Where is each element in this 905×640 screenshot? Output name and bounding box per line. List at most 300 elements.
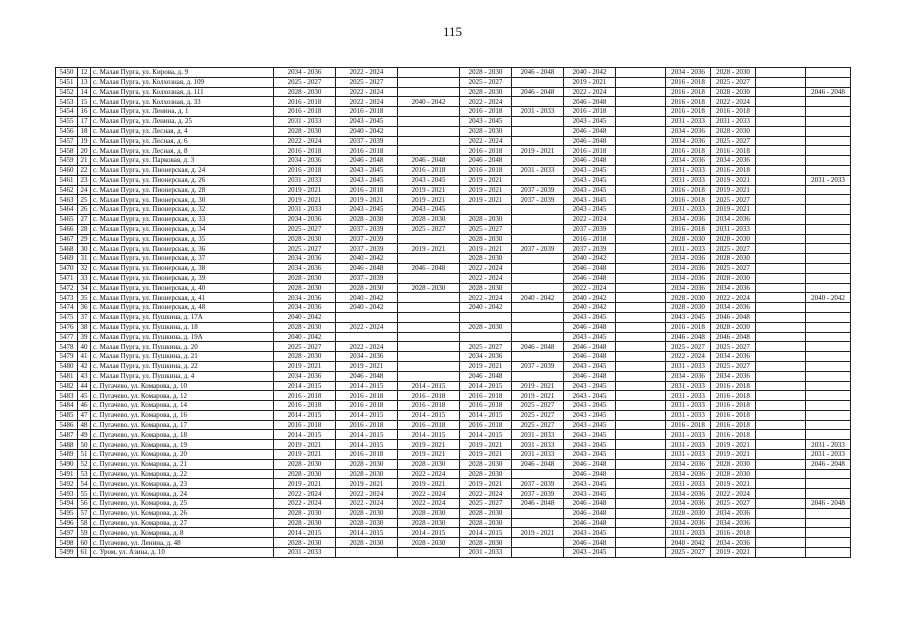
table-row (56, 401, 851, 411)
period-cell (512, 224, 564, 234)
address-cell: с. Пугачево, ул. Комарова, д. 23 (91, 479, 274, 489)
period-cell: 2016 - 2018 (336, 420, 398, 430)
item-number-cell: 46 (78, 401, 91, 411)
period-cell (806, 156, 851, 166)
row-number-cell: 5460 (56, 165, 78, 175)
period-cell (398, 273, 460, 283)
item-number-cell: 41 (78, 352, 91, 362)
item-number-cell: 53 (78, 469, 91, 479)
table-row (56, 136, 851, 146)
period-cell: 2031 - 2033 (274, 205, 336, 215)
row-number-cell: 5498 (56, 538, 78, 548)
address-cell: с. Малая Пурга, ул. Пионерская, д. 33 (91, 214, 274, 224)
period-cell: 2016 - 2018 (336, 107, 398, 117)
empty-cell (756, 156, 806, 166)
period-cell: 2031 - 2033 (666, 528, 711, 538)
period-cell (398, 116, 460, 126)
period-cell (398, 322, 460, 332)
period-cell: 2043 - 2045 (564, 361, 616, 371)
period-cell: 2031 - 2033 (274, 175, 336, 185)
period-cell (806, 68, 851, 78)
period-cell: 2043 - 2045 (564, 410, 616, 420)
period-cell: 2046 - 2048 (564, 126, 616, 136)
period-cell: 2031 - 2033 (666, 361, 711, 371)
empty-cell (616, 401, 666, 411)
empty-cell (616, 214, 666, 224)
table-row (56, 410, 851, 420)
period-cell: 2016 - 2018 (666, 107, 711, 117)
period-cell: 2028 - 2030 (460, 459, 512, 469)
period-cell (806, 283, 851, 293)
period-cell: 2034 - 2036 (274, 68, 336, 78)
period-cell (806, 234, 851, 244)
period-cell: 2016 - 2018 (666, 77, 711, 87)
period-cell: 2031 - 2033 (512, 107, 564, 117)
empty-cell (616, 538, 666, 548)
period-cell: 2028 - 2030 (274, 126, 336, 136)
table-row (56, 283, 851, 293)
period-cell: 2028 - 2030 (274, 469, 336, 479)
period-cell: 2019 - 2021 (460, 195, 512, 205)
empty-cell (756, 342, 806, 352)
table-row (56, 420, 851, 430)
period-cell: 2022 - 2024 (336, 342, 398, 352)
row-number-cell: 5458 (56, 146, 78, 156)
period-cell (806, 77, 851, 87)
period-cell: 2043 - 2045 (564, 312, 616, 322)
period-cell: 2034 - 2036 (274, 303, 336, 313)
period-cell (806, 430, 851, 440)
empty-cell (756, 68, 806, 78)
address-cell: с. Пугачево, ул. Комарова, д. 25 (91, 499, 274, 509)
period-cell: 2014 - 2015 (460, 381, 512, 391)
period-cell (398, 136, 460, 146)
period-cell: 2031 - 2033 (274, 548, 336, 558)
period-cell: 2016 - 2018 (711, 146, 756, 156)
period-cell: 2031 - 2033 (274, 116, 336, 126)
item-number-cell: 39 (78, 332, 91, 342)
item-number-cell: 25 (78, 195, 91, 205)
period-cell (806, 538, 851, 548)
item-number-cell: 15 (78, 97, 91, 107)
item-number-cell: 60 (78, 538, 91, 548)
period-cell: 2046 - 2048 (512, 68, 564, 78)
period-cell: 2034 - 2036 (711, 283, 756, 293)
period-cell: 2031 - 2033 (666, 440, 711, 450)
period-cell: 2028 - 2030 (398, 459, 460, 469)
period-cell (806, 391, 851, 401)
row-number-cell: 5450 (56, 68, 78, 78)
empty-cell (616, 469, 666, 479)
period-cell (398, 303, 460, 313)
period-cell: 2014 - 2015 (398, 381, 460, 391)
period-cell (512, 508, 564, 518)
period-cell (806, 518, 851, 528)
period-cell: 2016 - 2018 (398, 401, 460, 411)
period-cell: 2028 - 2030 (398, 214, 460, 224)
empty-cell (616, 185, 666, 195)
empty-cell (616, 352, 666, 362)
period-cell: 2031 - 2033 (666, 450, 711, 460)
address-cell: с. Пугачево, ул. Комарова, д. 26 (91, 508, 274, 518)
row-number-cell: 5477 (56, 332, 78, 342)
period-cell: 2046 - 2048 (512, 459, 564, 469)
empty-cell (616, 440, 666, 450)
table-row (56, 146, 851, 156)
period-cell (512, 312, 564, 322)
address-cell: с. Пугачево, ул. Комарова, д. 8 (91, 528, 274, 538)
period-cell: 2043 - 2045 (398, 175, 460, 185)
period-cell: 2034 - 2036 (711, 156, 756, 166)
period-cell: 2014 - 2015 (336, 381, 398, 391)
period-cell: 2034 - 2036 (274, 156, 336, 166)
period-cell (512, 136, 564, 146)
item-number-cell: 49 (78, 430, 91, 440)
period-cell: 2022 - 2024 (711, 293, 756, 303)
period-cell: 2031 - 2033 (512, 165, 564, 175)
empty-cell (616, 518, 666, 528)
period-cell: 2014 - 2015 (336, 440, 398, 450)
address-cell: с. Малая Пурга, ул. Пионерская, д. 32 (91, 205, 274, 215)
empty-cell (756, 107, 806, 117)
table-row (56, 263, 851, 273)
period-cell (336, 332, 398, 342)
table-row (56, 303, 851, 313)
period-cell: 2028 - 2030 (336, 508, 398, 518)
empty-cell (756, 381, 806, 391)
table-row (56, 371, 851, 381)
period-cell (512, 548, 564, 558)
period-cell (336, 548, 398, 558)
row-number-cell: 5459 (56, 156, 78, 166)
address-cell: с. Пугачево, ул. Комарова, д. 21 (91, 459, 274, 469)
period-cell: 2040 - 2042 (460, 303, 512, 313)
period-cell (512, 175, 564, 185)
period-cell (806, 146, 851, 156)
period-cell (806, 273, 851, 283)
period-cell (806, 214, 851, 224)
empty-cell (616, 136, 666, 146)
row-number-cell: 5466 (56, 224, 78, 234)
empty-cell (756, 263, 806, 273)
empty-cell (616, 254, 666, 264)
period-cell: 2016 - 2018 (666, 224, 711, 234)
period-cell: 2016 - 2018 (666, 195, 711, 205)
period-cell: 2022 - 2024 (336, 97, 398, 107)
address-cell: с. Пугачево, ул. Комарова, д. 12 (91, 391, 274, 401)
table-row (56, 391, 851, 401)
item-number-cell: 54 (78, 479, 91, 489)
address-cell: с. Малая Пурга, ул. Ленина, д. 25 (91, 116, 274, 126)
table-row (56, 430, 851, 440)
period-cell: 2019 - 2021 (512, 528, 564, 538)
period-cell: 2025 - 2027 (711, 136, 756, 146)
period-cell: 2031 - 2033 (666, 175, 711, 185)
period-cell: 2022 - 2024 (460, 97, 512, 107)
period-cell (806, 410, 851, 420)
period-cell: 2040 - 2042 (564, 303, 616, 313)
period-cell: 2019 - 2021 (274, 185, 336, 195)
address-cell: с. Малая Пурга, ул. Пионерская, д. 30 (91, 195, 274, 205)
row-number-cell: 5494 (56, 499, 78, 509)
period-cell: 2031 - 2033 (806, 450, 851, 460)
empty-cell (756, 391, 806, 401)
period-cell: 2034 - 2036 (274, 263, 336, 273)
period-cell (398, 126, 460, 136)
period-cell (460, 205, 512, 215)
address-cell: с. Пугачево, ул. Комарова, д. 14 (91, 401, 274, 411)
empty-cell (616, 312, 666, 322)
period-cell: 2016 - 2018 (274, 420, 336, 430)
address-cell: с. Малая Пурга, ул. Колхозная, д. 109 (91, 77, 274, 87)
period-cell: 2019 - 2021 (711, 205, 756, 215)
period-cell: 2043 - 2045 (336, 116, 398, 126)
empty-cell (616, 479, 666, 489)
period-cell: 2046 - 2048 (512, 499, 564, 509)
row-number-cell: 5495 (56, 508, 78, 518)
empty-cell (756, 499, 806, 509)
period-cell: 2016 - 2018 (711, 391, 756, 401)
period-cell: 2043 - 2045 (564, 381, 616, 391)
period-cell: 2028 - 2030 (398, 508, 460, 518)
empty-cell (756, 361, 806, 371)
period-cell: 2019 - 2021 (711, 440, 756, 450)
period-cell (398, 342, 460, 352)
period-cell: 2034 - 2036 (460, 352, 512, 362)
period-cell: 2025 - 2027 (460, 224, 512, 234)
period-cell: 2028 - 2030 (274, 518, 336, 528)
period-cell: 2028 - 2030 (666, 234, 711, 244)
period-cell: 2016 - 2018 (564, 234, 616, 244)
period-cell: 2016 - 2018 (274, 146, 336, 156)
period-cell: 2022 - 2024 (460, 489, 512, 499)
empty-cell (616, 508, 666, 518)
empty-cell (756, 185, 806, 195)
empty-cell (756, 322, 806, 332)
period-cell: 2034 - 2036 (711, 538, 756, 548)
period-cell: 2019 - 2021 (460, 479, 512, 489)
period-cell: 2043 - 2045 (666, 312, 711, 322)
item-number-cell: 37 (78, 312, 91, 322)
period-cell: 2040 - 2042 (564, 254, 616, 264)
address-cell: с. Малая Пурга, ул. Лесная, д. 8 (91, 146, 274, 156)
period-cell: 2046 - 2048 (711, 312, 756, 322)
period-cell: 2014 - 2015 (398, 528, 460, 538)
period-cell: 2016 - 2018 (711, 165, 756, 175)
period-cell: 2031 - 2033 (666, 205, 711, 215)
period-cell (806, 489, 851, 499)
item-number-cell: 61 (78, 548, 91, 558)
empty-cell (616, 77, 666, 87)
address-cell: с. Малая Пурга, ул. Колхозная, д. 111 (91, 87, 274, 97)
period-cell: 2025 - 2027 (512, 420, 564, 430)
period-cell: 2014 - 2015 (336, 430, 398, 440)
period-cell: 2025 - 2027 (336, 77, 398, 87)
period-cell: 2031 - 2033 (666, 244, 711, 254)
table-row (56, 156, 851, 166)
period-cell: 2031 - 2033 (666, 165, 711, 175)
item-number-cell: 47 (78, 410, 91, 420)
table-row (56, 87, 851, 97)
empty-cell (756, 459, 806, 469)
table-row (56, 77, 851, 87)
period-cell: 2028 - 2030 (336, 459, 398, 469)
period-cell: 2034 - 2036 (666, 68, 711, 78)
period-cell: 2025 - 2027 (460, 499, 512, 509)
period-cell: 2046 - 2048 (398, 263, 460, 273)
period-cell: 2025 - 2027 (274, 244, 336, 254)
period-cell: 2034 - 2036 (666, 263, 711, 273)
row-number-cell: 5454 (56, 107, 78, 117)
period-cell: 2037 - 2039 (512, 479, 564, 489)
period-cell: 2043 - 2045 (564, 479, 616, 489)
period-cell: 2022 - 2024 (336, 68, 398, 78)
period-cell: 2014 - 2015 (460, 528, 512, 538)
period-cell: 2040 - 2042 (336, 254, 398, 264)
empty-cell (756, 293, 806, 303)
empty-cell (756, 538, 806, 548)
period-cell: 2022 - 2024 (460, 293, 512, 303)
period-cell (806, 420, 851, 430)
period-cell: 2040 - 2042 (564, 68, 616, 78)
period-cell: 2019 - 2021 (460, 450, 512, 460)
period-cell: 2031 - 2033 (512, 450, 564, 460)
table-row (56, 518, 851, 528)
row-number-cell: 5493 (56, 489, 78, 499)
period-cell: 2028 - 2030 (460, 322, 512, 332)
address-cell: с. Малая Пурга, ул. Пионерская, д. 24 (91, 165, 274, 175)
period-cell: 2019 - 2021 (274, 195, 336, 205)
row-number-cell: 5485 (56, 410, 78, 420)
period-cell: 2040 - 2042 (274, 332, 336, 342)
period-cell: 2043 - 2045 (336, 205, 398, 215)
period-cell: 2016 - 2018 (460, 165, 512, 175)
period-cell: 2028 - 2030 (460, 508, 512, 518)
period-cell (806, 508, 851, 518)
period-cell: 2028 - 2030 (336, 469, 398, 479)
period-cell: 2019 - 2021 (711, 175, 756, 185)
period-cell: 2046 - 2048 (666, 332, 711, 342)
row-number-cell: 5480 (56, 361, 78, 371)
period-cell: 2019 - 2021 (274, 440, 336, 450)
period-cell: 2022 - 2024 (398, 469, 460, 479)
row-number-cell: 5481 (56, 371, 78, 381)
address-cell: с. Малая Пурга, ул. Пионерская, д. 38 (91, 263, 274, 273)
period-cell: 2046 - 2048 (564, 136, 616, 146)
period-cell: 2022 - 2024 (564, 87, 616, 97)
period-cell: 2019 - 2021 (398, 185, 460, 195)
period-cell (806, 107, 851, 117)
period-cell: 2031 - 2033 (460, 548, 512, 558)
period-cell: 2025 - 2027 (512, 401, 564, 411)
period-cell: 2046 - 2048 (512, 87, 564, 97)
period-cell: 2040 - 2042 (512, 293, 564, 303)
table-row (56, 273, 851, 283)
period-cell: 2046 - 2048 (564, 518, 616, 528)
period-cell: 2025 - 2027 (274, 224, 336, 234)
table-row (56, 175, 851, 185)
table-row (56, 361, 851, 371)
empty-cell (616, 371, 666, 381)
period-cell (512, 263, 564, 273)
period-cell: 2014 - 2015 (274, 430, 336, 440)
address-cell: с. Малая Пурга, ул. Пионерская, д. 36 (91, 244, 274, 254)
table-row (56, 244, 851, 254)
period-cell: 2028 - 2030 (711, 87, 756, 97)
address-cell: с. Малая Пурга, ул. Пушкина, д. 20 (91, 342, 274, 352)
period-cell: 2028 - 2030 (460, 254, 512, 264)
period-cell (512, 283, 564, 293)
period-cell: 2043 - 2045 (564, 420, 616, 430)
item-number-cell: 38 (78, 322, 91, 332)
table-row (56, 459, 851, 469)
item-number-cell: 35 (78, 293, 91, 303)
period-cell: 2016 - 2018 (666, 322, 711, 332)
period-cell: 2037 - 2039 (512, 244, 564, 254)
period-cell (512, 303, 564, 313)
period-cell: 2028 - 2030 (274, 352, 336, 362)
row-number-cell: 5482 (56, 381, 78, 391)
period-cell: 2022 - 2024 (666, 352, 711, 362)
period-cell: 2046 - 2048 (806, 499, 851, 509)
table-row (56, 322, 851, 332)
period-cell (512, 126, 564, 136)
period-cell: 2028 - 2030 (460, 87, 512, 97)
empty-cell (616, 283, 666, 293)
row-number-cell: 5491 (56, 469, 78, 479)
address-cell: с. Пугачево, ул. Комарова, д. 19 (91, 440, 274, 450)
period-cell: 2019 - 2021 (460, 185, 512, 195)
period-cell: 2028 - 2030 (711, 126, 756, 136)
period-cell: 2040 - 2042 (564, 293, 616, 303)
empty-cell (616, 489, 666, 499)
period-cell: 2037 - 2039 (564, 244, 616, 254)
row-number-cell: 5486 (56, 420, 78, 430)
period-cell (806, 185, 851, 195)
period-cell (512, 538, 564, 548)
period-cell: 2025 - 2027 (711, 499, 756, 509)
period-cell: 2031 - 2033 (666, 401, 711, 411)
empty-cell (756, 332, 806, 342)
period-cell: 2014 - 2015 (336, 528, 398, 538)
item-number-cell: 18 (78, 126, 91, 136)
period-cell (398, 293, 460, 303)
empty-cell (756, 234, 806, 244)
item-number-cell: 59 (78, 528, 91, 538)
period-cell: 2034 - 2036 (666, 254, 711, 264)
empty-cell (616, 205, 666, 215)
period-cell: 2019 - 2021 (398, 450, 460, 460)
table-row (56, 489, 851, 499)
period-cell: 2046 - 2048 (711, 332, 756, 342)
period-cell: 2037 - 2039 (336, 136, 398, 146)
period-cell (806, 303, 851, 313)
table-row (56, 332, 851, 342)
period-cell: 2037 - 2039 (564, 224, 616, 234)
empty-cell (756, 283, 806, 293)
address-cell: с. Пугачево, ул. Комарова, д. 17 (91, 420, 274, 430)
period-cell: 2028 - 2030 (666, 303, 711, 313)
address-cell: с. Малая Пурга, ул. Пушкина, д. 22 (91, 361, 274, 371)
period-cell: 2046 - 2048 (460, 156, 512, 166)
row-number-cell: 5492 (56, 479, 78, 489)
item-number-cell: 21 (78, 156, 91, 166)
empty-cell (616, 97, 666, 107)
address-cell: с. Малая Пурга, ул. Колхозная, д. 33 (91, 97, 274, 107)
period-cell: 2046 - 2048 (564, 342, 616, 352)
empty-cell (756, 450, 806, 460)
period-cell (512, 97, 564, 107)
